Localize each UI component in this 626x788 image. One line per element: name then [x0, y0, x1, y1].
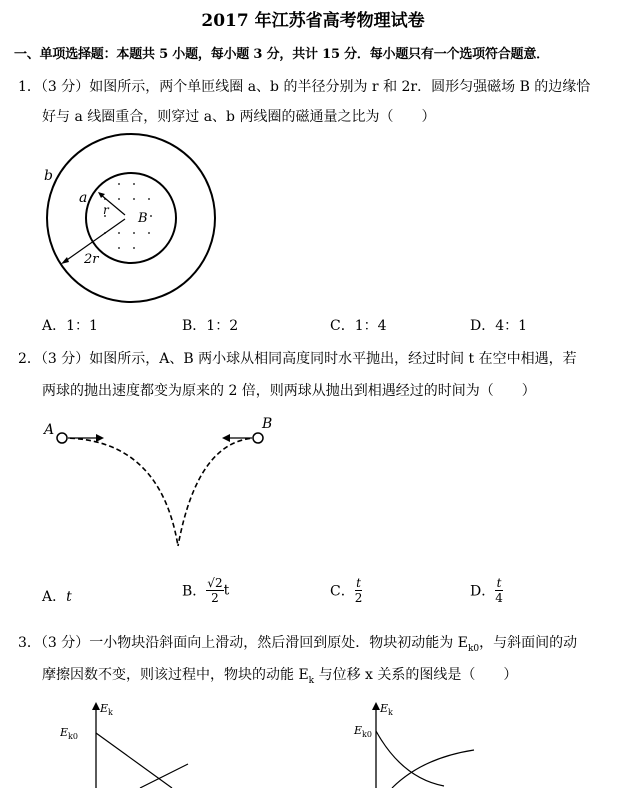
q3-graph-b — [352, 696, 502, 788]
q2-option-b: B． $\frac{√2}{2}$ t — [182, 576, 230, 605]
trajectory-a — [62, 438, 178, 546]
y-axis-label: $E_k$ — [100, 702, 113, 717]
label-B-ball: B — [262, 416, 273, 432]
y0-label: $E_{k0}$ — [60, 726, 78, 741]
q3-line1: 3．（3 分）一小物块沿斜面向上滑动，然后滑回到原处．物块初动能为 $E_{k0}$，与斜面间的动 — [18, 635, 578, 654]
q1-line2: 好与 a 线圈重合，则穿过 a、b 两线圈的磁通量之比为（ ） — [42, 109, 436, 125]
q2-option-d: D． $\frac{t}{4}$ — [470, 576, 503, 605]
fraction-t-over-4: $\frac{t}{4}$ — [495, 576, 503, 605]
label-2r: 2r — [84, 252, 99, 267]
q2-option-a: A．t — [42, 589, 72, 605]
coil-a — [86, 173, 176, 263]
fraction-sqrt2-over-2: $\frac{√2}{2}$ — [207, 576, 223, 605]
label-B: B — [138, 211, 148, 226]
label-b: b — [44, 168, 53, 184]
label-A: A — [44, 422, 55, 438]
curve-up — [376, 731, 444, 786]
q3-graph-a — [60, 696, 210, 788]
curve-up — [96, 733, 172, 788]
radius-2r-arrowhead — [61, 257, 69, 264]
q2-figure-projectiles — [36, 410, 286, 558]
curve-down — [392, 750, 474, 788]
label-r: r — [103, 203, 109, 217]
q1-line1: 1．（3 分）如图所示，两个单匝线圈 a、b 的半径分别为 r 和 2r．圆形匀强磁场 B 的边缘恰 — [18, 79, 591, 95]
y-axis-arrowhead — [372, 702, 380, 710]
y-axis-label: $E_k$ — [380, 702, 393, 717]
q2-line1: 2．（3 分）如图所示，A、B 两小球从相同高度同时水平抛出，经过时间 t 在空中相遇，若 — [18, 351, 577, 367]
q2-option-c: C． $\frac{t}{2}$ — [330, 576, 363, 605]
trajectory-b — [178, 438, 258, 546]
y0-label: $E_{k0}$ — [354, 724, 372, 739]
velocity-arrowhead-a — [96, 434, 104, 442]
coil-b — [47, 134, 215, 302]
q1-figure-coils — [34, 132, 224, 310]
ball-a — [57, 433, 67, 443]
label-a: a — [79, 190, 88, 206]
velocity-arrowhead-b — [222, 434, 230, 442]
exam-title: 2017 年江苏省高考物理试卷 — [201, 11, 425, 31]
q3-line2: 摩擦因数不变，则该过程中，物块的动能 $E_k$ 与位移 x 关系的图线是（ ） — [42, 667, 518, 686]
fraction-t-over-2: $\frac{t}{2}$ — [354, 576, 363, 605]
q1-option-a: A．1：1 — [42, 318, 98, 334]
q1-option-d: D．4：1 — [470, 318, 528, 334]
q2-line2: 两球的抛出速度都变为原来的 2 倍，则两球从抛出到相遇经过的时间为（ ） — [42, 383, 536, 399]
section-heading: 一、单项选择题：本题共 5 小题，每小题 3 分，共计 15 分．每小题只有一个选项符合题意． — [14, 47, 549, 62]
curve-down — [140, 764, 188, 788]
q1-option-b: B．1：2 — [182, 318, 239, 334]
ball-b — [253, 433, 263, 443]
y-axis-arrowhead — [92, 702, 100, 710]
q1-option-c: C．1：4 — [330, 318, 387, 334]
